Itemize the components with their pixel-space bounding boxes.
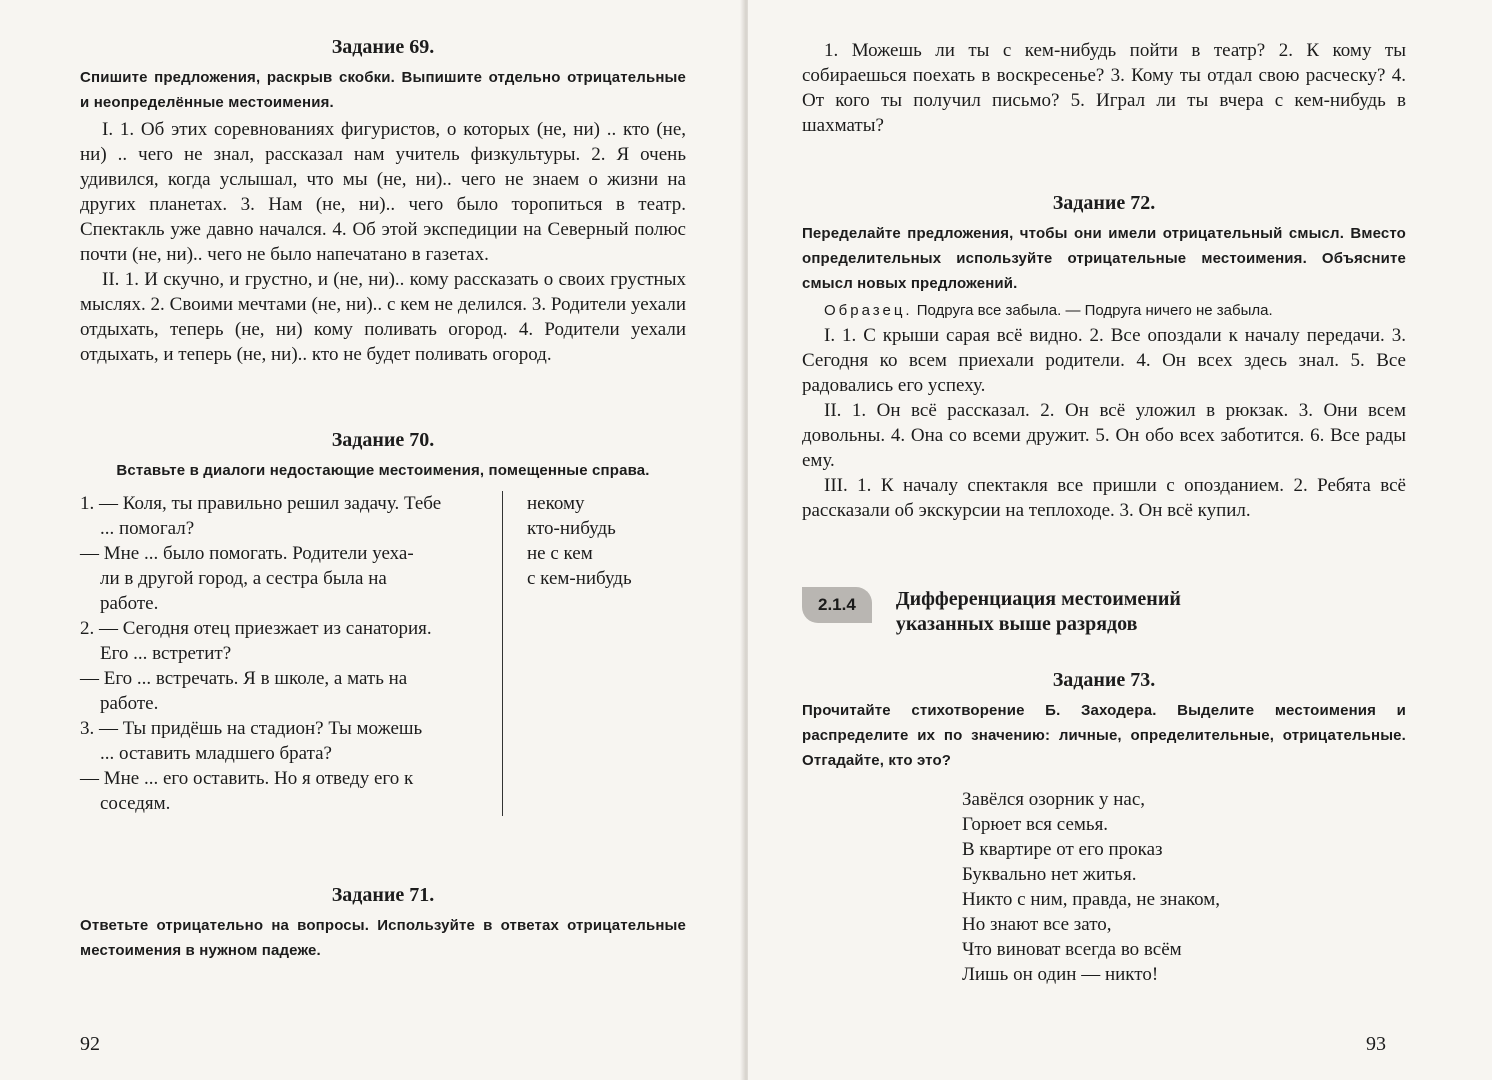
- word-bank-item: с кем-нибудь: [527, 568, 632, 589]
- left-page: [0, 0, 744, 1080]
- poem-line: Что виноват всегда во всём: [962, 939, 1182, 960]
- ex71-instruction: Ответьте отрицательно на вопросы. Используйте в ответах отрицательные местоимения в нужном падеже.: [80, 917, 686, 959]
- poem-line: В квартире от его проказ: [962, 839, 1163, 860]
- page-number: 93: [1366, 1033, 1386, 1055]
- dialog-lines: [80, 491, 503, 816]
- section-title-line: Дифференциация местоимений: [895, 588, 1181, 610]
- dialog-line: 1. — Коля, ты правильно решил задачу. Тебе: [80, 493, 442, 514]
- dialog-line: 3. — Ты придёшь на стадион? Ты можешь: [80, 718, 423, 739]
- sample-label: Образец.: [824, 302, 913, 319]
- dialog-line: работе.: [100, 693, 159, 714]
- dialog-line: соседям.: [100, 793, 171, 814]
- right-page: [748, 0, 1492, 1080]
- ex72-title: Задание 72.: [1052, 192, 1156, 214]
- ex69-part1: I. 1. Об этих соревнованиях фигуристов, о которых (не, ни) .. кто (не, ни) .. чего не знал, рассказал нам учитель физкультуры. 2. Я очень удивился, когда услышал, что мы (не, ни).. чего не знаем о жизни на других планетах. 3. Нам (не, ни).. чего было торопиться в театр. Спектакль уже давно начался. 4. Об этой экспедиции на Северный полюс почти (не, ни).. чего не было напечатано в газетах.: [80, 119, 686, 265]
- poem-line: Лишь он один — никто!: [962, 964, 1159, 985]
- ex70-title: Задание 70.: [331, 429, 435, 451]
- poem-line: Горюет вся семья.: [962, 814, 1109, 835]
- dialog-line: ... оставить младшего брата?: [100, 743, 332, 764]
- section-heading: [802, 583, 1406, 637]
- section-title: [896, 587, 1181, 637]
- dialog-line: ... помогал?: [100, 518, 195, 539]
- ex72-part3: III. 1. К началу спектакля все пришли с опозданием. 2. Ребята всё рассказали об экскурсии на теплоходе. 3. Он всё купил.: [802, 475, 1406, 521]
- sample-text: Подруга все забыла. — Подруга ничего не забыла.: [916, 302, 1273, 319]
- page-number: 92: [80, 1033, 100, 1055]
- ex70-instruction: Вставьте в диалоги недостающие местоимения, помещенные справа.: [116, 462, 650, 479]
- poem-line: Никто с ним, правда, не знаком,: [962, 889, 1221, 910]
- ex72-instruction: Переделайте предложения, чтобы они имели отрицательный смысл. Вместо определительных используйте отрицательные местоимения. Объясните смысл новых предложений.: [802, 225, 1406, 292]
- ex72-sample: [802, 298, 1406, 323]
- word-bank-item: некому: [527, 493, 585, 514]
- dialog-line: ли в другой город, а сестра была на: [100, 568, 387, 589]
- ex69-part2: II. 1. И скучно, и грустно, и (не, ни).. кому рассказать о своих грустных мыслях. 2. Своими мечтами (не, ни).. с кем не делился. 3. Родители уехали отдыхать, теперь (не, ни) кому поливать огород. 4. Родители уехали отдыхать, и теперь (не, ни).. кто не будет поливать огород.: [80, 269, 686, 365]
- ex73-title: Задание 73.: [1052, 669, 1156, 691]
- dialog-line: 2. — Сегодня отец приезжает из санатория.: [80, 618, 432, 639]
- ex71-questions: 1. Можешь ли ты с кем-нибудь пойти в театр? 2. К кому ты собираешься поехать в воскресенье? 3. Кому ты отдал свою расческу? 4. От кого ты получил письмо? 5. Играл ли ты вчера с кем-нибудь в шахматы?: [802, 40, 1406, 136]
- poem-line: Буквально нет житья.: [962, 864, 1137, 885]
- word-bank: [503, 491, 632, 816]
- poem: [962, 787, 1406, 987]
- dialog-line: — Мне ... было помогать. Родители уеха-: [80, 543, 414, 564]
- word-bank-item: не с кем: [527, 543, 593, 564]
- dialog-line: Его ... встретит?: [100, 643, 232, 664]
- section-number-badge: 2.1.4: [802, 587, 872, 623]
- ex69-instruction: Спишите предложения, раскрыв скобки. Выпишите отдельно отрицательные и неопределённые местоимения.: [80, 69, 686, 111]
- ex71-title: Задание 71.: [331, 884, 435, 906]
- dialog-line: — Его ... встречать. Я в школе, а мать на: [80, 668, 408, 689]
- dialog-line: — Мне ... его оставить. Но я отведу его к: [80, 768, 414, 789]
- poem-line: Но знают все зато,: [962, 914, 1112, 935]
- word-bank-item: кто-нибудь: [527, 518, 616, 539]
- ex69-title: Задание 69.: [331, 36, 435, 58]
- section-title-line: указанных выше разрядов: [895, 613, 1138, 635]
- ex73-instruction: Прочитайте стихотворение Б. Заходера. Выделите местоимения и распределите их по значению: личные, определительные, отрицательные. Отгадайте, кто это?: [802, 702, 1406, 769]
- ex72-part2: II. 1. Он всё рассказал. 2. Он всё уложил в рюкзак. 3. Они всем довольны. 4. Она со всеми дружит. 5. Он обо всех заботится. 6. Все рады ему.: [802, 400, 1406, 471]
- ex70-dialog: [80, 491, 686, 816]
- poem-line: Завёлся озорник у нас,: [962, 789, 1146, 810]
- dialog-line: работе.: [100, 593, 159, 614]
- ex72-part1: I. 1. С крыши сарая всё видно. 2. Все опоздали к началу передачи. 3. Сегодня ко всем приехали родители. 4. Он всех здесь знал. 5. Все радовались его успеху.: [802, 325, 1406, 396]
